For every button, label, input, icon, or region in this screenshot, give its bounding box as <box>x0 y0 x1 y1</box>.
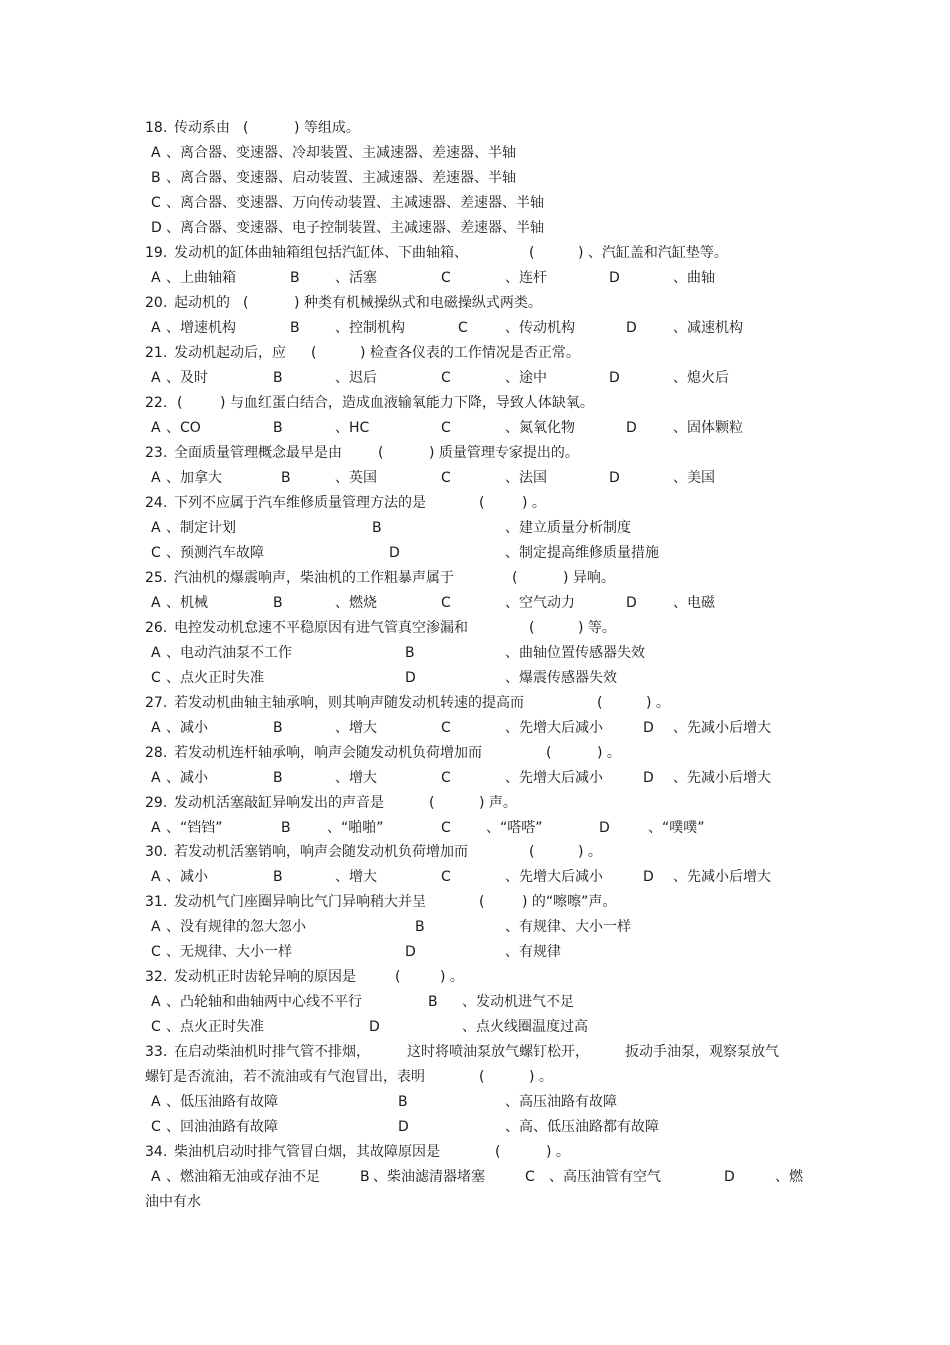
option-text: 、有规律 <box>505 944 561 960</box>
answer-paren-open: ( <box>479 894 485 910</box>
question-number: 33. <box>145 1044 168 1060</box>
option-letter: B <box>281 820 291 836</box>
option-letter: C <box>441 470 451 486</box>
answer-paren-open: ( <box>378 445 384 461</box>
option-letter: B <box>273 720 283 736</box>
answer-paren-close: ) 质量管理专家提出的。 <box>429 445 579 461</box>
answer-paren-open: ( <box>495 1144 501 1160</box>
option-letter: A <box>151 770 161 786</box>
option-text: 、低压油路有故障 <box>166 1094 278 1110</box>
question-number: 21. <box>145 345 168 361</box>
option-text: 、离合器、变速器、启动装置、主减速器、差速器、半轴 <box>166 170 516 186</box>
option-letter: B <box>281 470 291 486</box>
option-text: 、凸轮轴和曲轴两中心线不平行 <box>166 994 362 1010</box>
question-number: 34. <box>145 1144 168 1160</box>
option-letter: A <box>151 1169 161 1185</box>
question-number: 27. <box>145 695 168 711</box>
answer-paren-open: ( <box>243 120 249 136</box>
question-stem: 若发动机曲轴主轴承响，则其响声随发动机转速的提高而 <box>174 695 524 711</box>
question-stem: 汽油机的爆震响声，柴油机的工作粗暴声属于 <box>174 570 454 586</box>
option-text: 、燃 <box>775 1169 803 1185</box>
option-letter: D <box>151 220 162 236</box>
option-text: 、控制机构 <box>335 320 405 336</box>
question-number: 26. <box>145 620 168 636</box>
option-text: 油中有水 <box>145 1194 201 1210</box>
option-letter: C <box>441 370 451 386</box>
question-stem: 发动机活塞敲缸异响发出的声音是 <box>174 795 384 811</box>
option-text: 、英国 <box>335 470 377 486</box>
answer-paren-open: ( <box>395 969 401 985</box>
option-text: 、增大 <box>335 770 377 786</box>
option-letter: B <box>428 994 438 1010</box>
option-text: 、发动机进气不足 <box>462 994 574 1010</box>
option-letter: C <box>441 820 451 836</box>
answer-paren-open: ( <box>429 795 435 811</box>
option-letter: D <box>724 1169 735 1185</box>
option-letter: B <box>290 320 300 336</box>
option-text: 、回油油路有故障 <box>166 1119 278 1135</box>
option-text: 、连杆 <box>505 270 547 286</box>
option-letter: D <box>643 720 654 736</box>
option-letter: C <box>441 595 451 611</box>
option-letter: C <box>151 944 161 960</box>
answer-paren-close: ) 检查各仪表的工作情况是否正常。 <box>360 345 580 361</box>
answer-paren-open: ( <box>529 620 535 636</box>
option-letter: C <box>151 1019 161 1035</box>
option-letter: B <box>273 420 283 436</box>
question-stem: 若发动机活塞销响，响声会随发动机负荷增加而 <box>174 844 468 860</box>
option-letter: A <box>151 720 161 736</box>
answer-paren-close: ) 等组成。 <box>294 120 360 136</box>
option-text: 、“噗噗” <box>648 820 705 836</box>
question-stem: 全面质量管理概念最早是由 <box>174 445 342 461</box>
question-number: 32. <box>145 969 168 985</box>
option-letter: D <box>643 869 654 885</box>
option-text: 、先减小后增大 <box>673 869 771 885</box>
question-number: 20. <box>145 295 168 311</box>
question-stem: 电控发动机怠速不平稳原因有进气管真空渗漏和 <box>174 620 468 636</box>
option-text: 、增速机构 <box>166 320 236 336</box>
question-stem: 柴油机启动时排气管冒白烟，其故障原因是 <box>174 1144 440 1160</box>
option-text: 、电动汽油泵不工作 <box>166 645 292 661</box>
option-text: 、柴油滤清器堵塞 <box>373 1169 485 1185</box>
option-letter: D <box>609 370 620 386</box>
question-stem: 传动系由 <box>174 120 230 136</box>
option-letter: C <box>441 770 451 786</box>
option-letter: A <box>151 270 161 286</box>
option-text: 、先增大后减小 <box>505 720 603 736</box>
answer-paren-close: ) 种类有机械操纵式和电磁操纵式两类。 <box>294 295 542 311</box>
answer-paren-close: ) 。 <box>522 495 546 511</box>
question-number: 30. <box>145 844 168 860</box>
option-letter: B <box>151 170 161 186</box>
option-text: 、HC <box>335 420 370 436</box>
option-letter: B <box>273 869 283 885</box>
option-letter: A <box>151 820 161 836</box>
option-text: 、上曲轴箱 <box>166 270 236 286</box>
option-letter: D <box>369 1019 380 1035</box>
question-number: 19. <box>145 245 168 261</box>
question-stem: 下列不应属于汽车维修质量管理方法的是 <box>174 495 426 511</box>
option-text: 、无规律、大小一样 <box>166 944 292 960</box>
option-letter: D <box>389 545 400 561</box>
option-letter: D <box>405 670 416 686</box>
option-text: 、途中 <box>505 370 547 386</box>
question-number: 29. <box>145 795 168 811</box>
option-text: 、预测汽车故障 <box>166 545 264 561</box>
option-letter: C <box>441 869 451 885</box>
option-text: 、“铛铛” <box>166 820 223 836</box>
answer-paren-close: ) 等。 <box>578 620 616 636</box>
option-text: 、没有规律的忽大忽小 <box>166 919 306 935</box>
option-letter: A <box>151 470 161 486</box>
option-letter: B <box>273 770 283 786</box>
option-text: 、加拿大 <box>166 470 222 486</box>
option-letter: C <box>525 1169 535 1185</box>
option-text: 、“啪啪” <box>327 820 384 836</box>
option-text: 、先增大后减小 <box>505 869 603 885</box>
question-stem: 发动机起动后，应 <box>174 345 286 361</box>
option-text: 、电磁 <box>673 595 715 611</box>
answer-paren-close: ) 与血红蛋白结合，造成血液输氧能力下降，导致人体缺氧。 <box>220 395 594 411</box>
option-text: 、空气动力 <box>505 595 575 611</box>
option-text: 、法国 <box>505 470 547 486</box>
question-number: 31. <box>145 894 168 910</box>
answer-paren-open: ( <box>512 570 518 586</box>
option-letter: D <box>626 320 637 336</box>
option-letter: C <box>151 1119 161 1135</box>
option-letter: D <box>609 270 620 286</box>
option-letter: A <box>151 595 161 611</box>
option-text: 、燃油箱无油或存油不足 <box>166 1169 320 1185</box>
option-letter: A <box>151 869 161 885</box>
answer-paren-open: ( <box>479 495 485 511</box>
option-text: 、有规律、大小一样 <box>505 919 631 935</box>
option-text: 、CO <box>166 420 201 436</box>
option-letter: D <box>626 420 637 436</box>
answer-paren-close: ) 。 <box>597 745 621 761</box>
option-text: 、熄火后 <box>673 370 729 386</box>
option-text: 、离合器、变速器、万向传动装置、主减速器、差速器、半轴 <box>166 195 544 211</box>
answer-paren-open: ( <box>597 695 603 711</box>
option-text: 、高压油管有空气 <box>549 1169 661 1185</box>
option-letter: C <box>441 420 451 436</box>
option-letter: D <box>599 820 610 836</box>
option-letter: B <box>372 520 382 536</box>
answer-paren-close: ) 、汽缸盖和汽缸垫等。 <box>578 245 728 261</box>
option-letter: A <box>151 919 161 935</box>
question-stem: 发动机的缸体曲轴箱组包括汽缸体、下曲轴箱、 <box>174 245 468 261</box>
option-text: 、美国 <box>673 470 715 486</box>
option-letter: C <box>151 545 161 561</box>
option-letter: D <box>398 1119 409 1135</box>
option-letter: B <box>360 1169 370 1185</box>
option-letter: B <box>405 645 415 661</box>
question-stem: 这时将喷油泵放气螺钉松开， <box>407 1044 589 1060</box>
question-stem: 起动机的 <box>174 295 230 311</box>
option-letter: A <box>151 420 161 436</box>
option-letter: C <box>458 320 468 336</box>
answer-paren-close: ) 异响。 <box>563 570 615 586</box>
option-text: 、先增大后减小 <box>505 770 603 786</box>
option-text: 、减小 <box>166 869 208 885</box>
answer-paren-close: ) 声。 <box>479 795 517 811</box>
answer-paren-close: ) 的“嚓嚓”声。 <box>522 894 617 910</box>
option-letter: A <box>151 370 161 386</box>
question-number: 24. <box>145 495 168 511</box>
option-text: 、传动机构 <box>505 320 575 336</box>
option-text: 、爆震传感器失效 <box>505 670 617 686</box>
question-number: 28. <box>145 745 168 761</box>
answer-paren-open: ( <box>311 345 317 361</box>
option-letter: C <box>441 720 451 736</box>
option-text: 、点火正时失准 <box>166 670 264 686</box>
option-letter: D <box>405 944 416 960</box>
answer-paren-open: ( <box>529 245 535 261</box>
answer-paren-open: ( <box>177 395 183 411</box>
option-text: 、迟后 <box>335 370 377 386</box>
option-letter: C <box>151 195 161 211</box>
option-letter: B <box>398 1094 408 1110</box>
option-text: 、减小 <box>166 720 208 736</box>
option-text: 、制定提高维修质量措施 <box>505 545 659 561</box>
option-letter: A <box>151 994 161 1010</box>
option-text: 、曲轴位置传感器失效 <box>505 645 645 661</box>
question-stem: 扳动手油泵，观察泵放气 <box>625 1044 779 1060</box>
option-text: 、固体颗粒 <box>673 420 743 436</box>
option-text: 、高、低压油路都有故障 <box>505 1119 659 1135</box>
question-stem: 若发动机连杆轴承响，响声会随发动机负荷增加而 <box>174 745 482 761</box>
option-letter: B <box>273 595 283 611</box>
option-text: 、高压油路有故障 <box>505 1094 617 1110</box>
answer-paren-close: ) 。 <box>646 695 670 711</box>
option-text: 、减速机构 <box>673 320 743 336</box>
option-letter: A <box>151 645 161 661</box>
option-text: 、先减小后增大 <box>673 720 771 736</box>
option-letter: A <box>151 1094 161 1110</box>
answer-paren-close: ) 。 <box>440 969 464 985</box>
option-text: 、制定计划 <box>166 520 236 536</box>
question-number: 22. <box>145 395 168 411</box>
answer-paren-open: ( <box>243 295 249 311</box>
option-text: 、“嗒嗒” <box>486 820 543 836</box>
option-text: 、减小 <box>166 770 208 786</box>
option-letter: B <box>273 370 283 386</box>
question-stem: 在启动柴油机时排气管不排烟， <box>174 1044 370 1060</box>
question-number: 25. <box>145 570 168 586</box>
option-text: 、曲轴 <box>673 270 715 286</box>
answer-paren-close: ) 。 <box>529 1069 553 1085</box>
question-stem: 发动机正时齿轮异响的原因是 <box>174 969 356 985</box>
option-text: 、先减小后增大 <box>673 770 771 786</box>
option-text: 、增大 <box>335 720 377 736</box>
question-number: 18. <box>145 120 168 136</box>
answer-paren-open: ( <box>529 844 535 860</box>
option-text: 、氮氧化物 <box>505 420 575 436</box>
option-letter: D <box>643 770 654 786</box>
option-text: 、离合器、变速器、冷却装置、主减速器、差速器、半轴 <box>166 145 516 161</box>
question-stem: 发动机气门座圈异响比气门异响稍大并呈 <box>174 894 426 910</box>
option-letter: A <box>151 145 161 161</box>
option-letter: B <box>290 270 300 286</box>
option-text: 、点火线圈温度过高 <box>462 1019 588 1035</box>
option-letter: A <box>151 320 161 336</box>
option-letter: C <box>151 670 161 686</box>
option-text: 、燃烧 <box>335 595 377 611</box>
option-text: 、离合器、变速器、电子控制装置、主减速器、差速器、半轴 <box>166 220 544 236</box>
answer-paren-open: ( <box>479 1069 485 1085</box>
option-letter: D <box>626 595 637 611</box>
option-text: 、点火正时失准 <box>166 1019 264 1035</box>
option-text: 、建立质量分析制度 <box>505 520 631 536</box>
question-number: 23. <box>145 445 168 461</box>
option-text: 、及时 <box>166 370 208 386</box>
answer-paren-close: ) 。 <box>546 1144 570 1160</box>
option-letter: A <box>151 520 161 536</box>
option-text: 、增大 <box>335 869 377 885</box>
option-letter: B <box>415 919 425 935</box>
option-text: 、机械 <box>166 595 208 611</box>
question-stem: 螺钉是否流油，若不流油或有气泡冒出，表明 <box>145 1069 425 1085</box>
answer-paren-open: ( <box>546 745 552 761</box>
option-letter: C <box>441 270 451 286</box>
answer-paren-close: ) 。 <box>578 844 602 860</box>
option-text: 、活塞 <box>335 270 377 286</box>
option-letter: D <box>609 470 620 486</box>
